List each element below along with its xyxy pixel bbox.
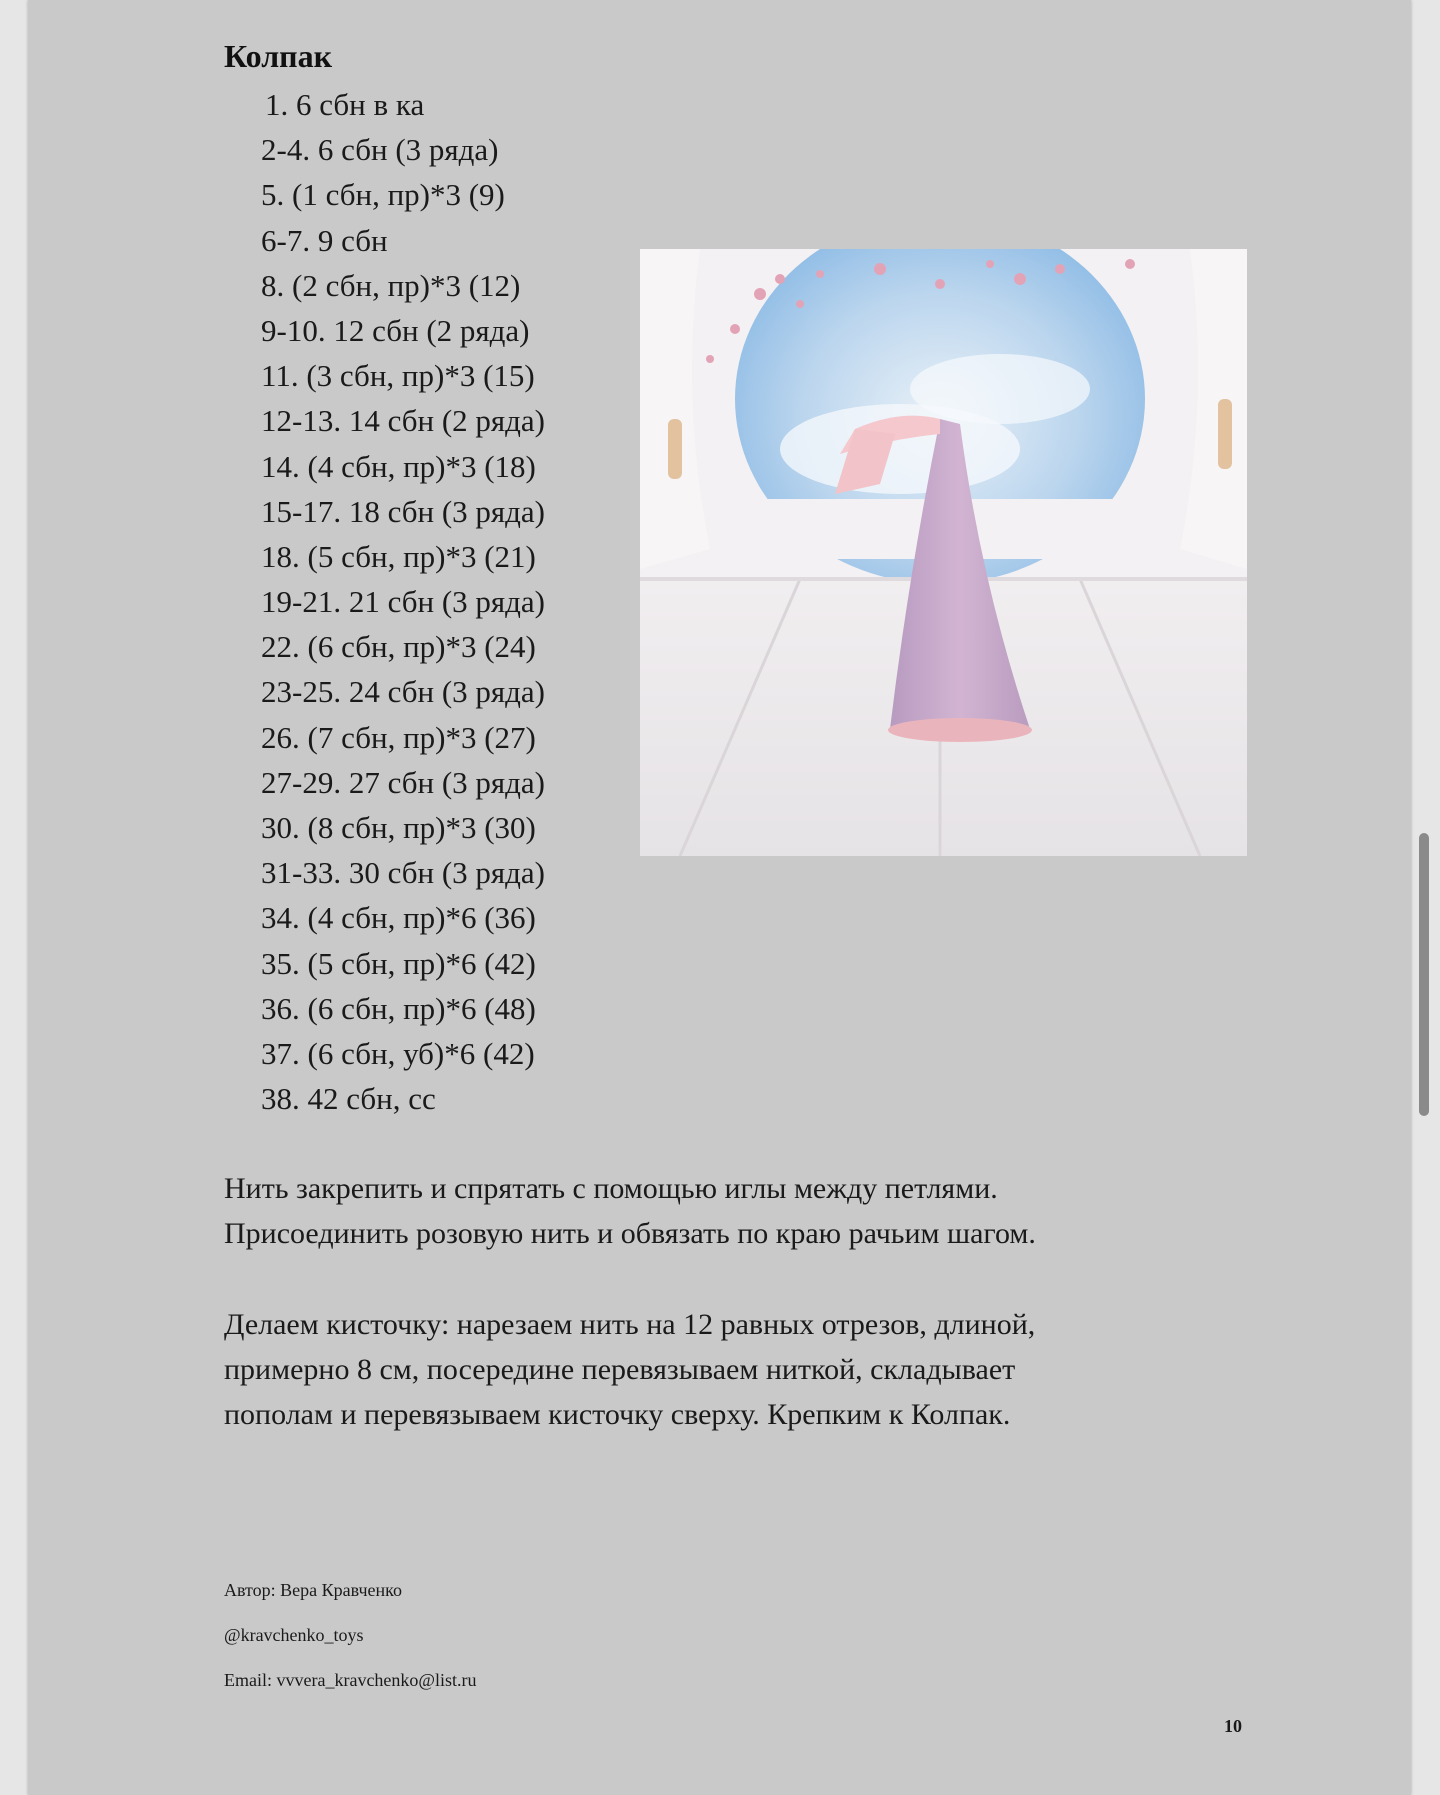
text-line: пополам и перевязываем кисточку сверху. Крепким к Колпак. xyxy=(224,1398,1011,1431)
pattern-row: 19-21. 21 сбн (3 ряда) xyxy=(261,584,546,620)
pattern-row: 34. (4 сбн, пр)*6 (36) xyxy=(261,900,536,936)
pattern-row: 27-29. 27 сбн (3 ряда) xyxy=(261,764,546,800)
pattern-row: 36. (6 сбн, пр)*6 (48) xyxy=(261,990,536,1026)
instagram-handle: @kravchenko_toys xyxy=(224,1625,364,1645)
pattern-row: 18. (5 сбн, пр)*3 (21) xyxy=(261,538,536,574)
finishing-instructions xyxy=(224,1166,1036,1256)
pattern-row: 15-17. 18 сбн (3 ряда) xyxy=(261,493,546,529)
tassel-instructions xyxy=(224,1302,1035,1437)
pattern-row: 6-7. 9 сбн xyxy=(261,222,388,258)
pattern-row: 30. (8 сбн, пр)*3 (30) xyxy=(261,810,536,845)
document-page xyxy=(28,0,1411,1795)
pattern-row: 23-25. 24 сбн (3 ряда) xyxy=(261,674,546,710)
text-line: Нить закрепить и спрятать с помощью иглы между петлями. xyxy=(224,1172,998,1205)
page-number: 10 xyxy=(1224,1716,1242,1736)
author-email: Email: vvvera_kravchenko@list.ru xyxy=(224,1670,477,1690)
scrollbar-thumb[interactable] xyxy=(1419,833,1429,1116)
text-line: Делаем кисточку: нарезаем нить на 12 равных отрезов, длиной, xyxy=(224,1308,1036,1341)
section-title: Колпак xyxy=(224,38,333,74)
pattern-row: 26. (7 сбн, пр)*3 (27) xyxy=(261,719,536,755)
author-credit: Автор: Вера Кравченко xyxy=(224,1580,402,1600)
pattern-row: 2-4. 6 сбн (3 ряда) xyxy=(261,132,499,168)
text-line: примерно 8 см, посередине перевязываем ниткой, складывает xyxy=(224,1353,1016,1386)
pattern-row: 35. (5 сбн, пр)*6 (42) xyxy=(261,945,536,981)
pattern-row: 37. (6 сбн, уб)*6 (42) xyxy=(261,1035,535,1071)
text-line: Присоединить розовую нить и обвязать по краю рачьим шагом. xyxy=(224,1217,1036,1250)
pattern-row: 12-13. 14 сбн (2 ряда) xyxy=(261,403,546,439)
pattern-rows xyxy=(261,82,545,1121)
pattern-row: 5. (1 сбн, пр)*3 (9) xyxy=(261,177,505,213)
pattern-row: 9-10. 12 сбн (2 ряда) xyxy=(261,312,530,348)
pattern-row: 11. (3 сбн, пр)*3 (15) xyxy=(261,358,535,394)
pattern-row: 38. 42 сбн, сс xyxy=(261,1081,436,1117)
hat-photo xyxy=(640,249,1247,856)
pattern-row: 22. (6 сбн, пр)*3 (24) xyxy=(261,629,536,665)
pattern-row: 1. 6 сбн в ка xyxy=(265,87,425,122)
pattern-row: 8. (2 сбн, пр)*3 (12) xyxy=(261,267,521,303)
pattern-row: 31-33. 30 сбн (3 ряда) xyxy=(261,855,546,891)
pattern-row: 14. (4 сбн, пр)*3 (18) xyxy=(261,448,536,484)
